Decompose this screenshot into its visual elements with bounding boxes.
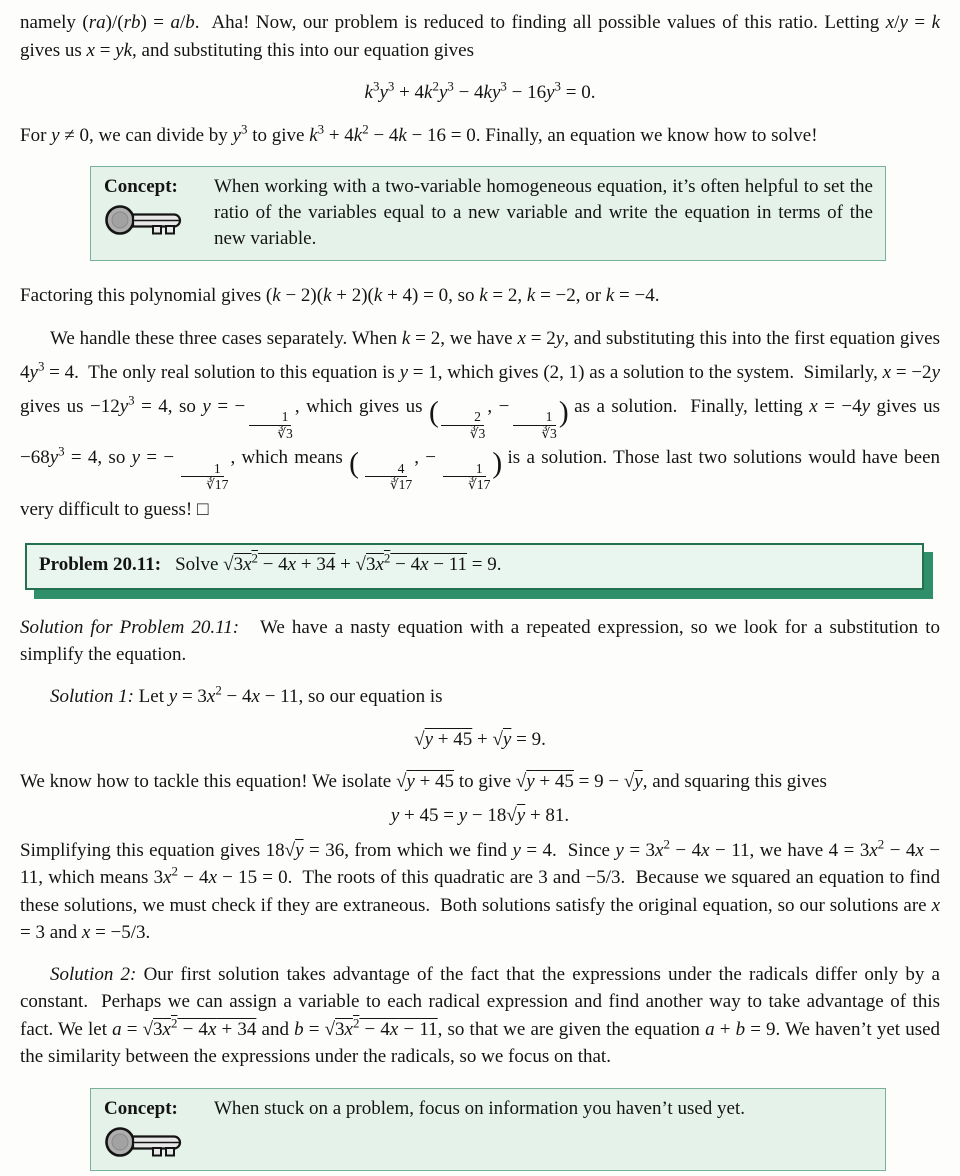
paragraph-solve-quadratic: Simplifying this equation gives 18√y = 36, from which we find y = 4. Since $y = 3x^2 - 4x - 11$, we have $4 = 3x^2 - 4x - 11$, which means $3x^2 - 4x - 15 = 0$. The roots of this quadratic are 3 and −5/3. Because we squared an equation to find these solutions, we must check if they are extraneous. Both solutions satisfy the original equation, so our solutions are x = 3 and x = −5/3. — [20, 836, 941, 943]
concept-box-homogeneous — [90, 166, 886, 261]
equation-substituted-radicals: √y + 45 + √y = 9. — [414, 729, 546, 750]
equation-squared: y + 45 = y − 18√y + 81. — [390, 805, 570, 826]
problem-statement: Solve $√3x^2 - 4x + 34 + √3x^2 - 4x - 11 = 9$. — [175, 550, 502, 575]
paragraph-solution1-intro: Solution 1: Let $y = 3x^2 - 4x - 11$, so our equation is — [50, 682, 443, 707]
concept-label-column — [104, 1096, 204, 1162]
key-icon — [104, 202, 186, 240]
paragraph-isolate-radical: We know how to tackle this equation! We isolate √y + 45 to give √y + 45 = 9 − √y, and squaring this gives — [20, 770, 827, 792]
problem-label: Problem 20.11: — [39, 553, 162, 575]
paragraph-solution2: Solution 2: Our first solution takes advantage of the fact that the expressions under the radicals differ only by a constant. Perhaps we can assign a variable to each radical expression and find another way to take advantage of this fact. We let $a = √3x^2 - 4x + 34$ and $b = √3x^2 - 4x - 11$, so that we are given the equation a + b = 9. We haven’t yet used the similarity between the expressions under the radicals, so we focus on that. — [20, 963, 941, 1067]
paragraph-three-cases: We handle these three cases separately. When k = 2, we have x = 2y, and substituting this into the first equation gives $4y^3 = 4$. The only real solution to this equation is y = 1, which gives (2, 1) as a solution to the system. Similarly, x = −2y gives us $-12y^3 = 4$, so y = − $\frac{1}{∛3}$ , which gives us ( $\frac{2}{∛3}$ , − $\frac{1}{∛3}$ ) as a solution. Finally, letting x = −4y gives us $-68y^3 = 4$, so y = − $\frac{1}{∛17}$ , which means ( $\frac{4}{∛17}$ , − $\frac{1}{∛17}$ ) is a solution. Those last two solutions would have been very difficult to guess! □ — [20, 327, 941, 520]
paragraph-factoring: Factoring this polynomial gives (k − 2)(k + 2)(k + 4) = 0, so k = 2, k = −2, or k = −4. — [20, 285, 660, 306]
concept-text: When working with a two-variable homogeneous equation, it’s often helpful to set the ratio of the variables equal to a new variable and write the equation in terms of the new variable. — [214, 176, 873, 249]
paragraph-solution-header: Solution for Problem 20.11: We have a nasty equation with a repeated expression, so we look for a substitution to simplify the equation. — [20, 616, 940, 665]
concept-label: Concept: — [104, 1097, 178, 1119]
equation-cubic-in-k: $k^3y^3 + 4k^2y^3 - 4ky^3 - 16y^3 = 0$. — [364, 78, 596, 103]
paragraph-divide-by-y3: For y ≠ 0, we can divide by $y^3$ to give $k^3 + 4k^2 - 4k - 16 = 0$. Finally, an equation we know how to solve! — [20, 121, 818, 146]
paragraph-ratio-setup: namely (ra)/(rb) = a/b. Aha! Now, our problem is reduced to finding all possible values of this ratio. Letting x/y = k gives us x = yk, and substituting this into our equation gives — [20, 12, 941, 61]
concept-label-column — [104, 174, 204, 252]
concept-box-unused-info — [90, 1088, 886, 1171]
problem-box-20-11 — [25, 543, 924, 590]
key-icon — [104, 1124, 186, 1162]
concept-label: Concept: — [104, 176, 178, 197]
concept-text: When stuck on a problem, focus on information you haven’t used yet. — [214, 1097, 745, 1119]
